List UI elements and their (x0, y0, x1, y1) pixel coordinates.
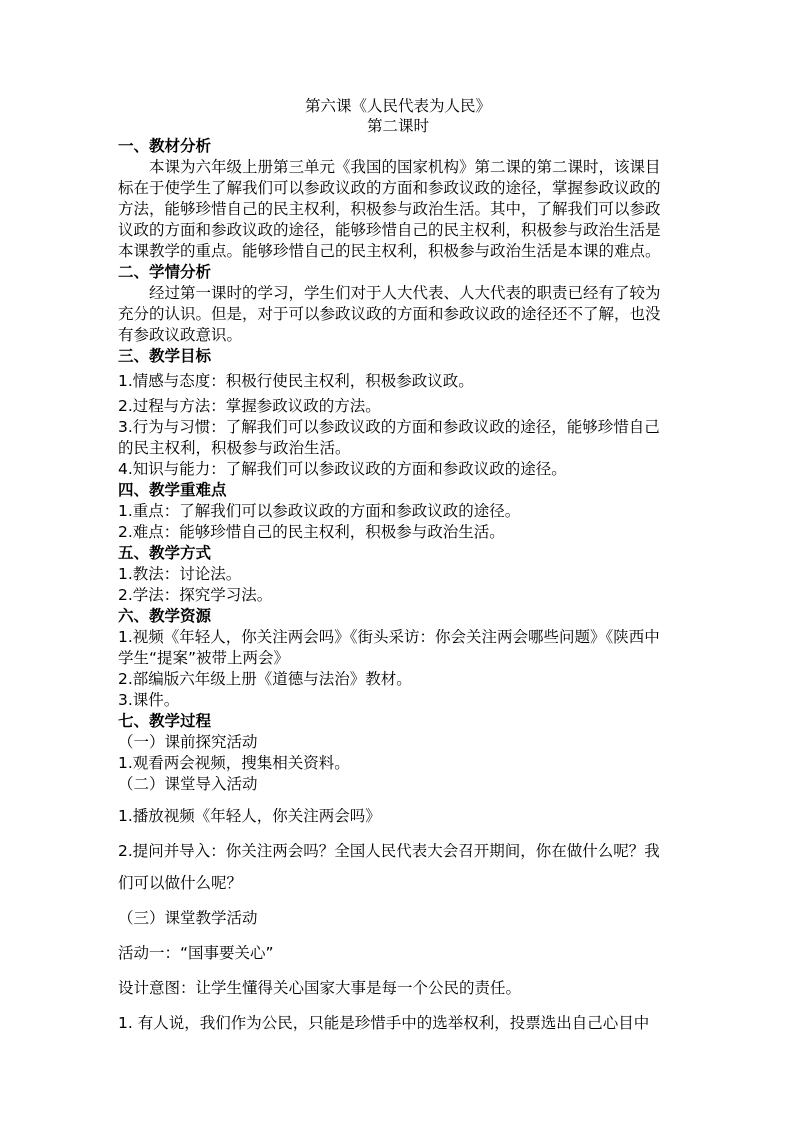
paragraph-line: 标在于使学生了解我们可以参政议政的方面和参政议政的途径，掌握参政议政的 (118, 179, 661, 197)
activity-title: 活动一：“国事要关心” (118, 944, 274, 962)
list-item: 4.知识与能力：了解我们可以参政议政的方面和参政议政的途径。 (118, 460, 567, 478)
paragraph-line: 方法，能够珍惜自己的民主权利，积极参与政治生活。其中，了解我们可以参政 (118, 200, 661, 218)
paragraph-line: 议政的方面和参政议政的途径，能够珍惜自己的民主权利，积极参与政治生活是 (118, 221, 661, 239)
list-item: 1.情感与态度：积极行使民主权利，积极参政议政。 (118, 372, 474, 390)
list-item-continued: 的民主权利，积极参与政治生活。 (118, 439, 351, 457)
list-item: 2.过程与方法：掌握参政议政的方法。 (118, 397, 381, 415)
paragraph-line: 本课教学的重点。能够珍惜自己的民主权利，积极参与政治生活是本课的难点。 (118, 242, 661, 260)
list-item: 3.行为与习惯：了解我们可以参政议政的方面和参政议政的途径，能够珍惜自己 (118, 418, 660, 436)
list-item: 1.播放视频《年轻人，你关注两会吗》 (118, 807, 381, 825)
list-item-continued: 学生“提案”被带上两会》 (118, 649, 290, 667)
section-heading-1: 一、教材分析 (118, 137, 212, 155)
question-item: 1. 有人说，我们作为公民，只能是珍惜手中的选举权利，投票选出自己心目中 (118, 1014, 650, 1032)
subsection-heading: （一）课前探究活动 (118, 733, 258, 751)
paragraph-line: 本课为六年级上册第三单元《我国的国家机构》第二课的第二课时，该课目 (149, 158, 661, 176)
document-page (118, 96, 678, 1034)
document-subtitle: 第二课时 (366, 117, 429, 135)
list-item: 2.学法：探究学习法。 (118, 586, 273, 604)
list-item: 2.部编版六年级上册《道德与法治》教材。 (118, 670, 412, 688)
subsection-heading: （三）课堂教学活动 (118, 909, 258, 927)
list-item: 1.教法：讨论法。 (118, 565, 242, 583)
section-heading-5: 五、教学方式 (118, 544, 212, 562)
section-2-paragraph (118, 283, 678, 346)
list-item: 1.重点：了解我们可以参政议政的方面和参政议政的途径。 (118, 502, 521, 520)
section-heading-3: 三、教学目标 (118, 347, 212, 365)
section-heading-7: 七、教学过程 (118, 712, 212, 730)
section-1-paragraph (118, 157, 678, 262)
section-heading-6: 六、教学资源 (118, 607, 212, 625)
paragraph-line: 有参政议政意识。 (118, 326, 243, 344)
design-intent: 设计意图：让学生懂得关心国家大事是每一个公民的责任。 (118, 979, 522, 997)
list-item: 1.视频《年轻人，你关注两会吗》《街头采访：你会关注两会哪些问题》《陕西中 (118, 628, 660, 646)
list-item-continued: 们可以做什么呢？ (118, 874, 243, 892)
list-item: 2.难点：能够珍惜自己的民主权利，积极参与政治生活。 (118, 523, 505, 541)
subsection-heading: （二）课堂导入活动 (118, 775, 258, 793)
document-title: 第六课《人民代表为人民》 (304, 97, 491, 115)
paragraph-line: 充分的认识。但是，对于可以参政议政的方面和参政议政的途径还不了解，也没 (118, 305, 661, 323)
paragraph-line: 经过第一课时的学习，学生们对于人大代表、人大代表的职责已经有了较为 (149, 284, 661, 302)
list-item: 1.观看两会视频，搜集相关资料。 (118, 754, 350, 772)
section-heading-4: 四、教学重难点 (118, 481, 227, 499)
list-item: 3.课件。 (118, 691, 180, 709)
section-heading-2: 二、学情分析 (118, 263, 212, 281)
list-item: 2.提问并导入：你关注两会吗？全国人民代表大会召开期间，你在做什么呢？我 (118, 842, 660, 860)
